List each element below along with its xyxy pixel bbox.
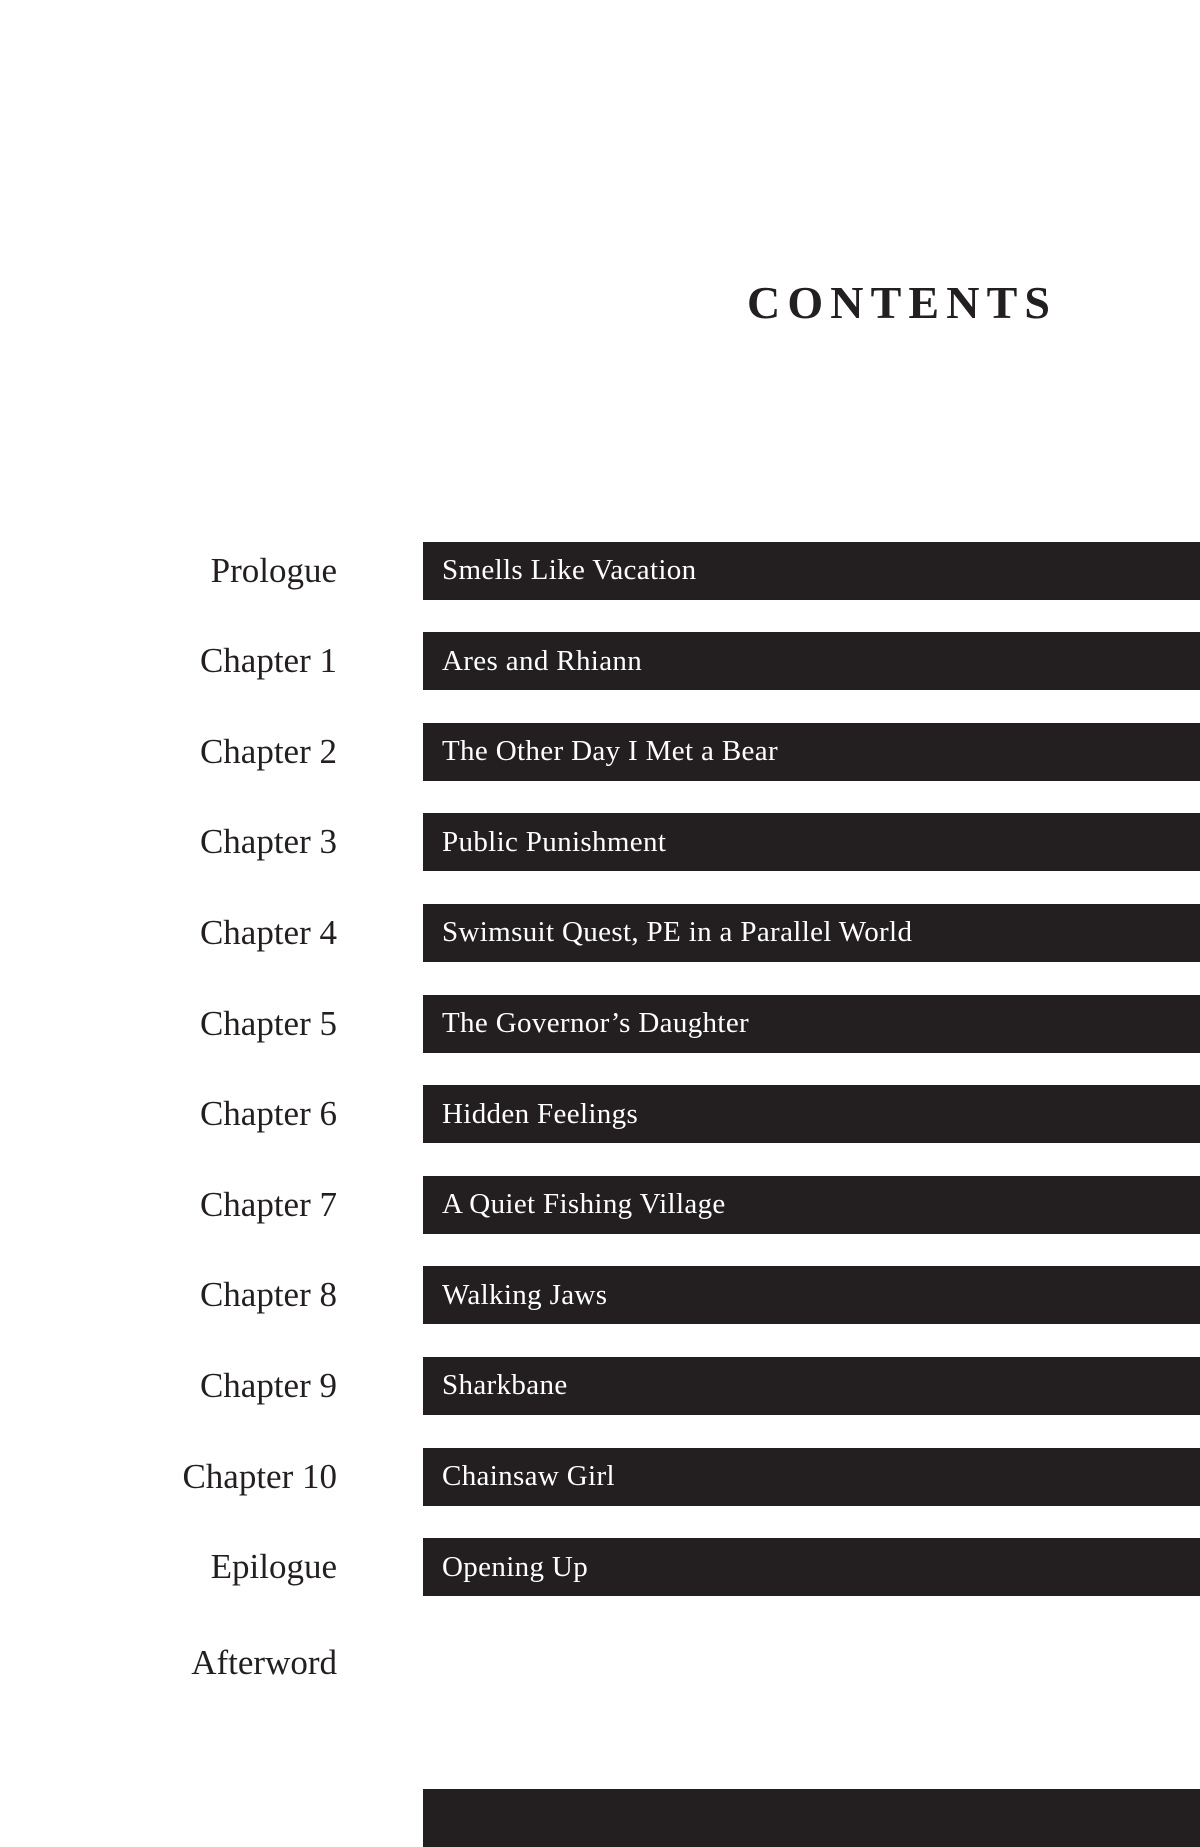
toc-row-bar bbox=[423, 904, 1200, 962]
toc-row-title: Public Punishment bbox=[442, 825, 667, 858]
toc-row-chapter-9 bbox=[0, 1357, 1200, 1415]
toc-row-title: Ares and Rhiann bbox=[442, 644, 643, 677]
toc-row-next-clipped bbox=[0, 1789, 1200, 1847]
toc-row-bar bbox=[423, 723, 1200, 781]
toc-row-label: Chapter 4 bbox=[199, 912, 337, 952]
toc-row-label: Chapter 9 bbox=[199, 1365, 337, 1405]
toc-row-label: Epilogue bbox=[210, 1547, 337, 1587]
toc-row-label: Chapter 10 bbox=[182, 1456, 337, 1496]
toc-row-label: Prologue bbox=[210, 550, 337, 590]
toc-row-chapter-10 bbox=[0, 1448, 1200, 1506]
toc-row-prologue bbox=[0, 542, 1200, 600]
toc-row-bar bbox=[423, 1176, 1200, 1234]
toc-row-label: Chapter 8 bbox=[199, 1275, 337, 1315]
toc-row-label: Chapter 3 bbox=[199, 822, 337, 862]
toc-row-chapter-1 bbox=[0, 632, 1200, 690]
toc-row-bar bbox=[423, 1538, 1200, 1596]
toc-row-bar bbox=[423, 1357, 1200, 1415]
toc-row-title: Swimsuit Quest, PE in a Parallel World bbox=[442, 916, 913, 949]
toc-row-label: Chapter 7 bbox=[199, 1184, 337, 1224]
toc-row-chapter-6 bbox=[0, 1085, 1200, 1143]
toc-row-label: Chapter 6 bbox=[199, 1094, 337, 1134]
toc-row-bar-clipped bbox=[423, 1789, 1200, 1847]
toc-row-label: Chapter 1 bbox=[199, 641, 337, 681]
toc-row-title: Walking Jaws bbox=[442, 1278, 608, 1311]
toc-row-label: Chapter 5 bbox=[199, 1003, 337, 1043]
toc-row-bar bbox=[423, 1448, 1200, 1506]
toc-row-bar bbox=[423, 995, 1200, 1053]
toc-row-title: Hidden Feelings bbox=[442, 1097, 639, 1130]
toc-row-afterword bbox=[0, 1634, 1200, 1692]
toc-row-label: Afterword bbox=[191, 1643, 337, 1682]
toc-row-chapter-3 bbox=[0, 813, 1200, 871]
toc-row-bar bbox=[423, 1266, 1200, 1324]
toc-row-title: Chainsaw Girl bbox=[442, 1460, 615, 1492]
toc-row-chapter-7 bbox=[0, 1176, 1200, 1234]
toc-row-bar bbox=[423, 1085, 1200, 1143]
toc-row-bar bbox=[423, 813, 1200, 871]
toc-row-title: Opening Up bbox=[442, 1550, 589, 1583]
toc-row-title: Smells Like Vacation bbox=[442, 554, 697, 586]
page-title: CONTENTS bbox=[747, 277, 1058, 328]
toc-row-title: The Governor’s Daughter bbox=[442, 1007, 750, 1039]
toc-row-chapter-4 bbox=[0, 904, 1200, 962]
toc-row-title: A Quiet Fishing Village bbox=[442, 1188, 726, 1221]
toc-row-chapter-8 bbox=[0, 1266, 1200, 1324]
toc-row-bar bbox=[423, 632, 1200, 690]
toc-row-epilogue bbox=[0, 1538, 1200, 1596]
toc-row-chapter-5 bbox=[0, 995, 1200, 1053]
toc-row-title: Sharkbane bbox=[442, 1369, 568, 1402]
toc-row-bar bbox=[423, 542, 1200, 600]
toc-row-chapter-2 bbox=[0, 723, 1200, 781]
toc-row-title: The Other Day I Met a Bear bbox=[442, 735, 778, 768]
toc-row-label: Chapter 2 bbox=[199, 731, 337, 771]
